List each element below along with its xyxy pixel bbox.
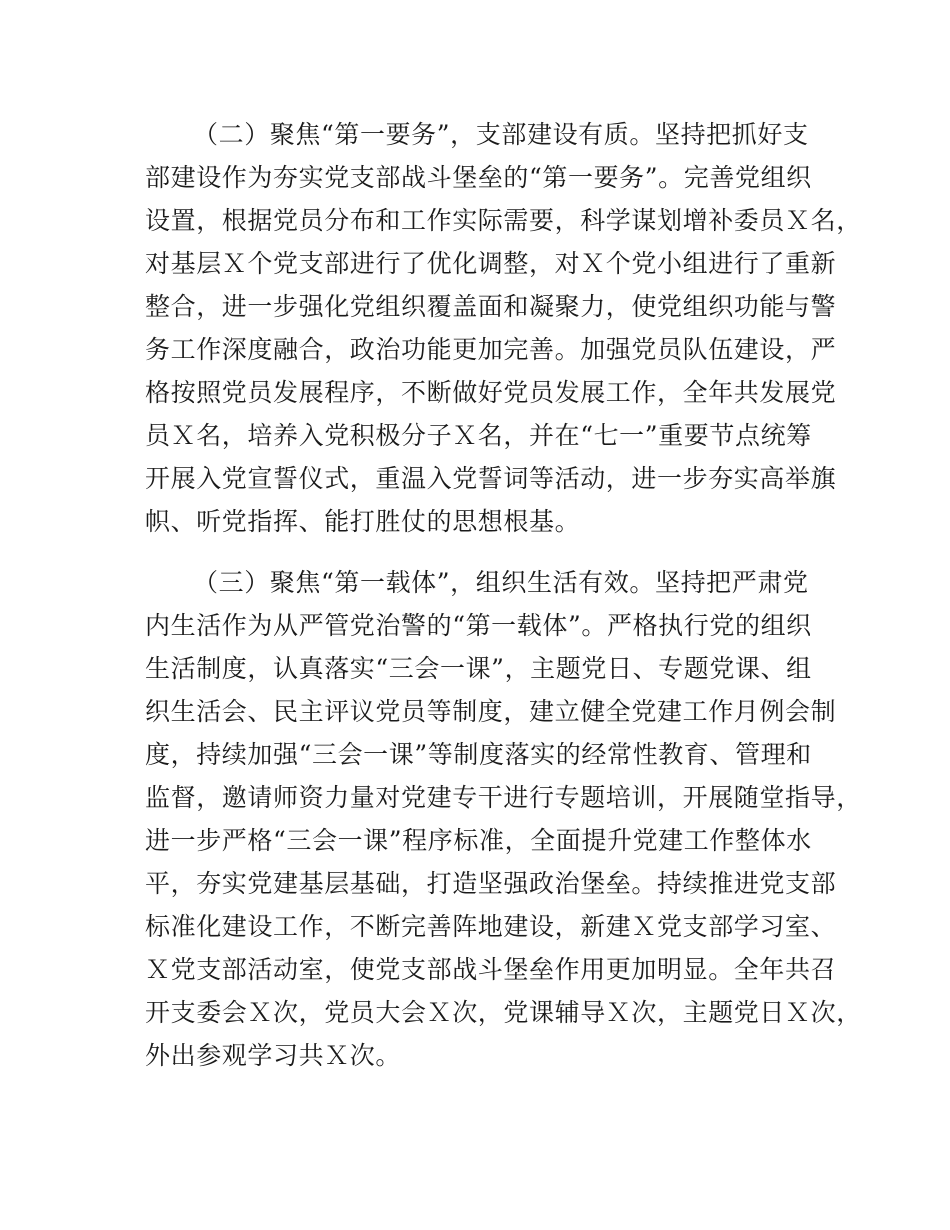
paragraph-line: 监督，邀请师资力量对党建专干进行专题培训，开展随堂指导， — [145, 783, 862, 812]
paragraph-line: 度，持续加强“三会一课”等制度落实的经常性教育、管理和 — [145, 740, 812, 769]
paragraph-line: 生活制度，认真落实“三会一课”，主题党日、专题党课、组 — [145, 654, 812, 683]
paragraph-line: 进一步严格“三会一课”程序标准，全面提升党建工作整体水 — [145, 826, 812, 855]
paragraph-line: 整合，进一步强化党组织覆盖面和凝聚力，使党组织功能与警 — [145, 292, 837, 321]
paragraph-line: 格按照党员发展程序，不断做好党员发展工作，全年共发展党 — [145, 378, 837, 407]
paragraph-line: 织生活会、民主评议党员等制度，建立健全党建工作月例会制 — [145, 697, 837, 726]
paragraph-line: 对基层Ｘ个党支部进行了优化调整，对Ｘ个党小组进行了重新 — [145, 249, 837, 278]
paragraph-line: Ｘ党支部活动室，使党支部战斗堡垒作用更加明显。全年共召 — [145, 955, 837, 984]
paragraph-line: （三）聚焦“第一载体”，组织生活有效。坚持把严肃党 — [193, 568, 809, 597]
paragraph-line: （二）聚焦“第一要务”，支部建设有质。坚持把抓好支 — [193, 120, 809, 149]
paragraph-line: 标准化建设工作，不断完善阵地建设，新建Ｘ党支部学习室、 — [145, 912, 837, 941]
paragraph-line: 帜、听党指挥、能打胜仗的思想根基。 — [145, 507, 581, 536]
paragraph-line: 设置，根据党员分布和工作实际需要，科学谋划增补委员Ｘ名， — [145, 206, 862, 235]
paragraph-line: 内生活作为从严管党治警的“第一载体”。严格执行党的组织 — [145, 611, 812, 640]
paragraph-line: 平，夯实党建基层基础，打造坚强政治堡垒。持续推进党支部 — [145, 869, 837, 898]
paragraph-line: 开支委会Ｘ次，党员大会Ｘ次，党课辅导Ｘ次，主题党日Ｘ次， — [145, 998, 862, 1027]
paragraph-line: 开展入党宣誓仪式，重温入党誓词等活动，进一步夯实高举旗 — [145, 464, 837, 493]
paragraph-line: 外出参观学习共Ｘ次。 — [145, 1041, 402, 1070]
paragraph-line: 务工作深度融合，政治功能更加完善。加强党员队伍建设，严 — [145, 335, 837, 364]
paragraph-line: 部建设作为夯实党支部战斗堡垒的“第一要务”。完善党组织 — [145, 163, 812, 192]
paragraph-line: 员Ｘ名，培养入党积极分子Ｘ名，并在“七一”重要节点统筹 — [145, 421, 812, 450]
